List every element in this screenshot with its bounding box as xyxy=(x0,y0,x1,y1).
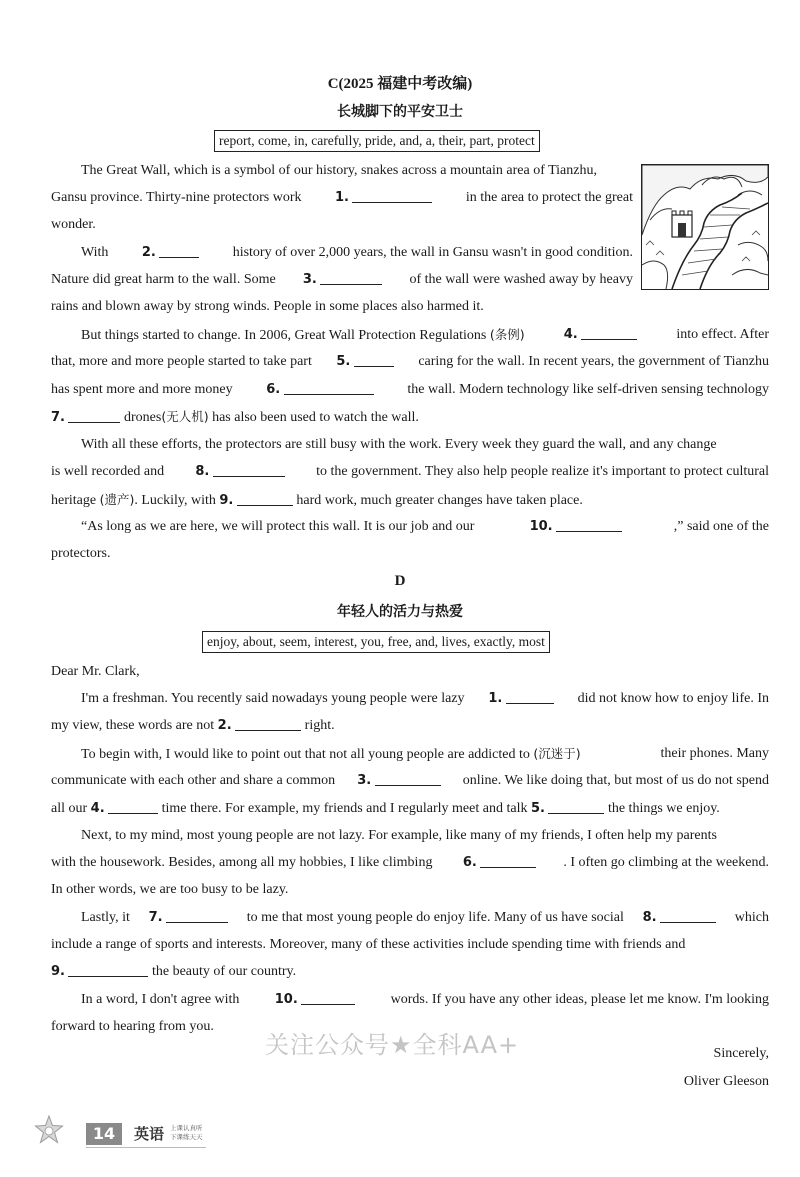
answer-blank[interactable] xyxy=(660,909,716,923)
blank-number: 2. xyxy=(217,718,232,733)
answer-blank[interactable] xyxy=(581,326,637,340)
section-c-p3-line2: that, more and more people started to take part 5. caring for the wall. In recent years, the government of Tianzhu xyxy=(51,354,769,369)
section-c-subtitle: 长城脚下的平安卫士 xyxy=(337,104,463,120)
section-c-p5-line1: “As long as we are here, we will protect this wall. It is our job and our 10. ,” said one of the xyxy=(81,519,769,534)
letter-greeting: Dear Mr. Clark, xyxy=(51,664,140,679)
section-d-p2-line2: communicate with each other and share a common 3. online. We like doing that, but most of us do not spend xyxy=(51,773,769,788)
answer-blank[interactable] xyxy=(213,463,285,477)
section-d-p4-line3: 9. the beauty of our country. xyxy=(51,964,297,979)
section-d-title: D xyxy=(394,573,406,589)
blank-number: 8. xyxy=(195,464,210,479)
answer-blank[interactable] xyxy=(375,772,441,786)
answer-blank[interactable] xyxy=(556,518,622,532)
blank-number: 9. xyxy=(51,964,65,979)
star-badge-icon xyxy=(34,1115,64,1145)
page-number: 14 xyxy=(86,1123,122,1145)
section-d-p4-line2: include a range of sports and interests. Moreover, many of these activities include spending time with friends and xyxy=(51,937,686,952)
blank-number: 10. xyxy=(529,519,553,534)
answer-blank[interactable] xyxy=(320,271,382,285)
section-d-p4-line1: Lastly, it 7. to me that most young people do enjoy life. Many of us have social 8. which xyxy=(81,910,769,925)
answer-blank[interactable] xyxy=(354,353,394,367)
watermark-text: 关注公众号★全科AA+ xyxy=(265,1031,520,1059)
answer-blank[interactable] xyxy=(480,854,536,868)
section-d-subtitle: 年轻人的活力与热爱 xyxy=(337,604,463,620)
blank-number: 1. xyxy=(334,190,349,205)
section-c-p3-line4: 7. drones(无人机) has also been used to watch the wall. xyxy=(51,409,419,425)
answer-blank[interactable] xyxy=(68,409,120,423)
section-d-p3-line1: Next, to my mind, most young people are not lazy. For example, like many of my friends, I often help my parents xyxy=(81,828,717,843)
blank-number: 8. xyxy=(642,910,657,925)
blank-number: 4. xyxy=(90,801,105,816)
blank-number: 7. xyxy=(51,410,65,425)
section-d-p5-line1: In a word, I don't agree with 10. words. If you have any other ideas, please let me know. I'm looking xyxy=(81,992,769,1007)
answer-blank[interactable] xyxy=(166,909,228,923)
footer-motto: 上课认真听 下课练天天 xyxy=(170,1124,203,1141)
section-c-p3-line1: But things started to change. In 2006, Great Wall Protection Regulations (条例) 4. into effect. After xyxy=(81,327,769,343)
page-footer xyxy=(30,1115,203,1151)
blank-number: 6. xyxy=(462,855,477,870)
section-d-p1-line1: I'm a freshman. You recently said nowadays young people were lazy 1. did not know how to enjoy life. In xyxy=(81,691,769,706)
blank-number: 3. xyxy=(302,272,317,287)
answer-blank[interactable] xyxy=(235,717,301,731)
blank-number: 7. xyxy=(148,910,163,925)
answer-blank[interactable] xyxy=(68,963,148,977)
section-d-p3-line3: In other words, we are too busy to be lazy. xyxy=(51,882,289,897)
letter-signature: Oliver Gleeson xyxy=(683,1074,769,1089)
blank-number: 6. xyxy=(266,382,281,397)
answer-blank[interactable] xyxy=(301,991,355,1005)
section-c-p1-line2: Gansu province. Thirty-nine protectors work 1. in the area to protect the great xyxy=(51,190,633,205)
section-d-word-box: enjoy, about, seem, interest, you, free, and, lives, exactly, most xyxy=(202,631,550,653)
answer-blank[interactable] xyxy=(548,800,604,814)
answer-blank[interactable] xyxy=(237,492,293,506)
answer-blank[interactable] xyxy=(284,381,374,395)
answer-blank[interactable] xyxy=(159,244,199,258)
section-d-p3-line2: with the housework. Besides, among all my hobbies, I like climbing 6. . I often go climbing at the weekend. xyxy=(51,855,769,870)
blank-number: 3. xyxy=(357,773,372,788)
footer-divider xyxy=(86,1147,206,1148)
section-d-p2-line3: all our 4. time there. For example, my friends and I regularly meet and talk 5. the things we enjoy. xyxy=(51,801,720,816)
section-d-p2-line1: To begin with, I would like to point out that not all young people are addicted to (沉迷于) their phones. Many xyxy=(81,746,769,762)
section-c-p4-line3: heritage (遗产). Luckily, with 9. hard work, much greater changes have taken place. xyxy=(51,492,583,508)
section-c-p1-line1: The Great Wall, which is a symbol of our history, snakes across a mountain area of Tianzhu, xyxy=(81,163,597,178)
answer-blank[interactable] xyxy=(506,690,554,704)
section-c-p4-line1: With all these efforts, the protectors are still busy with the work. Every week they guard the wall, and any change xyxy=(81,437,717,452)
section-c-p1-line3: wonder. xyxy=(51,217,96,232)
section-d-p1-line2: my view, these words are not 2. right. xyxy=(51,718,335,733)
section-c-p5-line2: protectors. xyxy=(51,546,111,561)
section-c-p4-line2: is well recorded and 8. to the government. They also help people realize it's important to protect cultural xyxy=(51,464,769,479)
blank-number: 2. xyxy=(141,245,156,260)
answer-blank[interactable] xyxy=(352,189,432,203)
section-d-p5-line2: forward to hearing from you. xyxy=(51,1019,214,1034)
blank-number: 5. xyxy=(336,354,351,369)
section-c-p2-line3: rains and blown away by strong winds. People in some places also harmed it. xyxy=(51,299,484,314)
footer-subject: 英语 xyxy=(134,1125,165,1143)
blank-number: 9. xyxy=(219,493,234,508)
blank-number: 4. xyxy=(563,327,578,342)
blank-number: 5. xyxy=(530,801,545,816)
section-c-p2-line2: Nature did great harm to the wall. Some 3. of the wall were washed away by heavy xyxy=(51,272,633,287)
letter-closing: Sincerely, xyxy=(713,1046,769,1061)
section-c-title: C(2025 福建中考改编) xyxy=(327,76,473,92)
blank-number: 10. xyxy=(274,992,298,1007)
section-c-word-box: report, come, in, carefully, pride, and, a, their, part, protect xyxy=(214,130,540,152)
answer-blank[interactable] xyxy=(108,800,158,814)
blank-number: 1. xyxy=(488,691,503,706)
section-c-p2-line1: With 2. history of over 2,000 years, the wall in Gansu wasn't in good condition. xyxy=(81,245,633,260)
section-c-p3-line3: has spent more and more money 6. the wall. Modern technology like self-driven sensing technology xyxy=(51,382,769,397)
